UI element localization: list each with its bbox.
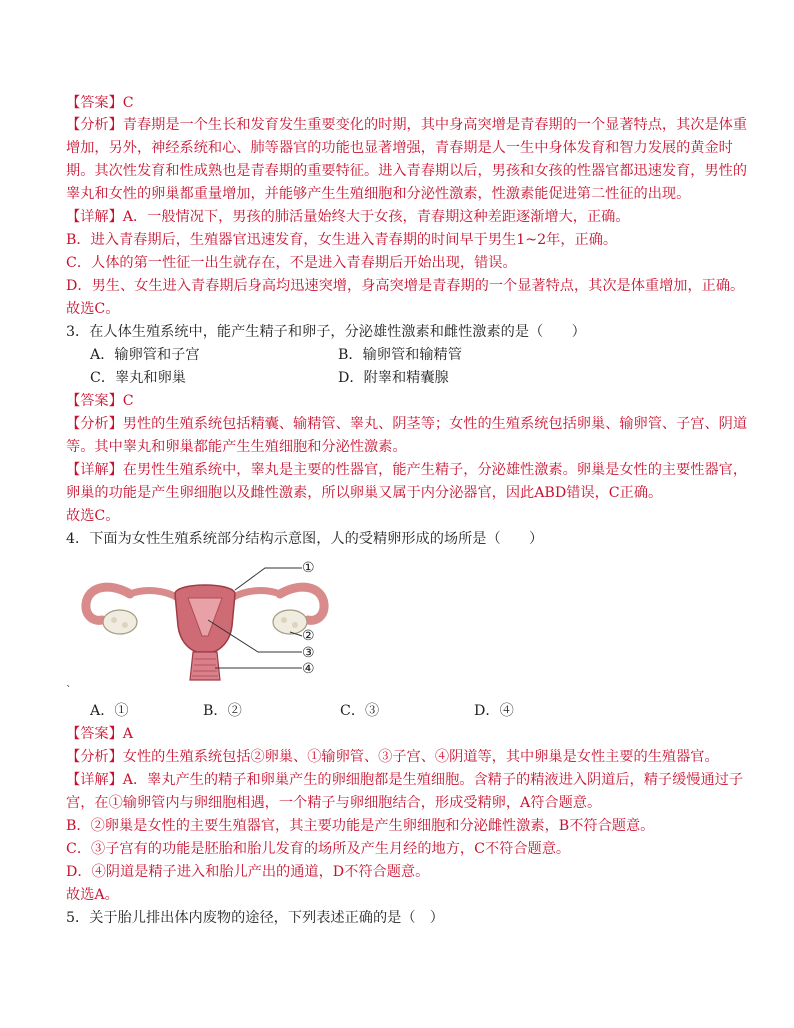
prev-detail-line-3: C．人体的第一性征一出生就存在，不是进入青春期后开始出现，错误。 <box>66 255 517 271</box>
prev-analysis-line-3: 期。其次性发育和性成熟也是青春期的重要特征。进入青春期以后，男孩和女孩的性器官都迅速发育，男性的 <box>66 163 748 179</box>
q4-option-a: A．① <box>90 703 129 719</box>
q3-option-b: B．输卵管和输精管 <box>338 347 462 363</box>
q3-detail-line-1: 【详解】在男性生殖系统中，睾丸是主要的性器官，能产生精子，分泌雄性激素。卵巢是女性的主要性器官， <box>66 462 748 478</box>
prev-answer: 【答案】C <box>66 95 134 111</box>
left-tube-segment <box>130 591 178 598</box>
prev-detail-line-4: D．男生、女生进入青春期后身高均迅速突增，身高突增是青春期的一个显著特点，其次是体重增加，正确。 <box>66 278 745 294</box>
female-reproductive-diagram <box>80 564 330 682</box>
q4-stem: 4．下面为女性生殖系统部分结构示意图，人的受精卵形成的场所是（ ） <box>66 531 544 547</box>
diagram-label-4: ④ <box>302 661 315 677</box>
q4-detail-line-5: D．④阴道是精子进入和胎儿产出的通道，D不符合题意。 <box>66 864 430 880</box>
q4-choice: 故选A。 <box>66 887 119 903</box>
q4-option-b: B．② <box>203 703 242 719</box>
left-ovary <box>103 610 137 634</box>
left-ovary-follicle-2 <box>122 622 128 628</box>
diagram-label-3: ③ <box>302 645 315 661</box>
q3-option-a: A．输卵管和子宫 <box>90 347 200 363</box>
prev-analysis-line-1: 【分析】青春期是一个生长和发育发生重要变化的时期，其中身高突增是青春期的一个显著特点，其次是体重 <box>66 117 748 133</box>
q3-analysis-line-2: 等。其中睾丸和卵巢都能产生生殖细胞和分泌性激素。 <box>66 439 407 455</box>
diagram-label-2: ② <box>302 628 315 644</box>
prev-analysis-line-4: 睾丸和女性的卵巢都重量增加，并能够产生生殖细胞和分泌性激素，性激素能促进第二性征的出现。 <box>66 186 691 202</box>
diagram-label-1: ① <box>302 560 315 576</box>
q3-choice: 故选C。 <box>66 508 120 524</box>
right-ovary-follicle <box>281 617 287 623</box>
q3-option-c: C．睾丸和卵巢 <box>90 370 186 386</box>
q4-option-d: D．④ <box>474 703 514 719</box>
q4-detail-line-3: B．②卵巢是女性的主要生殖器官，其主要功能是产生卵细胞和分泌雌性激素，B不符合题意。 <box>66 818 655 834</box>
q4-analysis: 【分析】女性的生殖系统包括②卵巢、①输卵管、③子宫、④阴道等，其中卵巢是女性主要的生殖器官。 <box>66 749 719 765</box>
stray-mark: ` <box>66 684 72 697</box>
prev-detail-line-1: 【详解】A．一般情况下，男孩的肺活量始终大于女孩，青春期这种差距逐渐增大，正确。 <box>66 209 630 225</box>
prev-detail-line-2: B．进入青春期后，生殖器官迅速发育，女生进入青春期的时间早于男生1~2年，正确。 <box>66 232 618 248</box>
q3-detail-line-2: 卵巢的功能是产生卵细胞以及雌性激素，所以卵巢又属于内分泌器官，因此ABD错误，C正确。 <box>66 485 663 501</box>
q4-detail-line-2: 宫，在①输卵管内与卵细胞相遇，一个精子与卵细胞结合，形成受精卵，A符合题意。 <box>66 795 602 811</box>
right-ovary-follicle-2 <box>292 622 298 628</box>
q4-detail-line-4: C．③子宫有的功能是胚胎和胎儿发育的场所及产生月经的地方，C不符合题意。 <box>66 841 571 857</box>
q3-analysis-line-1: 【分析】男性的生殖系统包括精囊、输精管、睾丸、阴茎等；女性的生殖系统包括卵巢、输卵管、子宫、阴道 <box>66 416 748 432</box>
prev-choice: 故选C。 <box>66 301 120 317</box>
q3-stem: 3．在人体生殖系统中，能产生精子和卵子，分泌雄性激素和雌性激素的是（ ） <box>66 324 586 340</box>
q5-stem: 5．关于胎儿排出体内废物的途径，下列表述正确的是（ ） <box>66 910 444 926</box>
q4-detail-line-1: 【详解】A．睾丸产生的精子和卵巢产生的卵细胞都是生殖细胞。含精子的精液进入阴道后，精子缓慢通过子 <box>66 772 744 788</box>
q3-answer: 【答案】C <box>66 393 134 409</box>
q4-option-c: C．③ <box>340 703 380 719</box>
q3-option-d: D．附睾和精囊腺 <box>338 370 449 386</box>
right-tube-segment <box>232 591 280 598</box>
q4-answer: 【答案】A <box>66 726 133 742</box>
left-ovary-follicle <box>111 617 117 623</box>
prev-analysis-line-2: 增加，另外，神经系统和心、肺等器官的功能也显著增强，青春期是人一生中身体发育和智力发展的黄金时 <box>66 140 733 156</box>
